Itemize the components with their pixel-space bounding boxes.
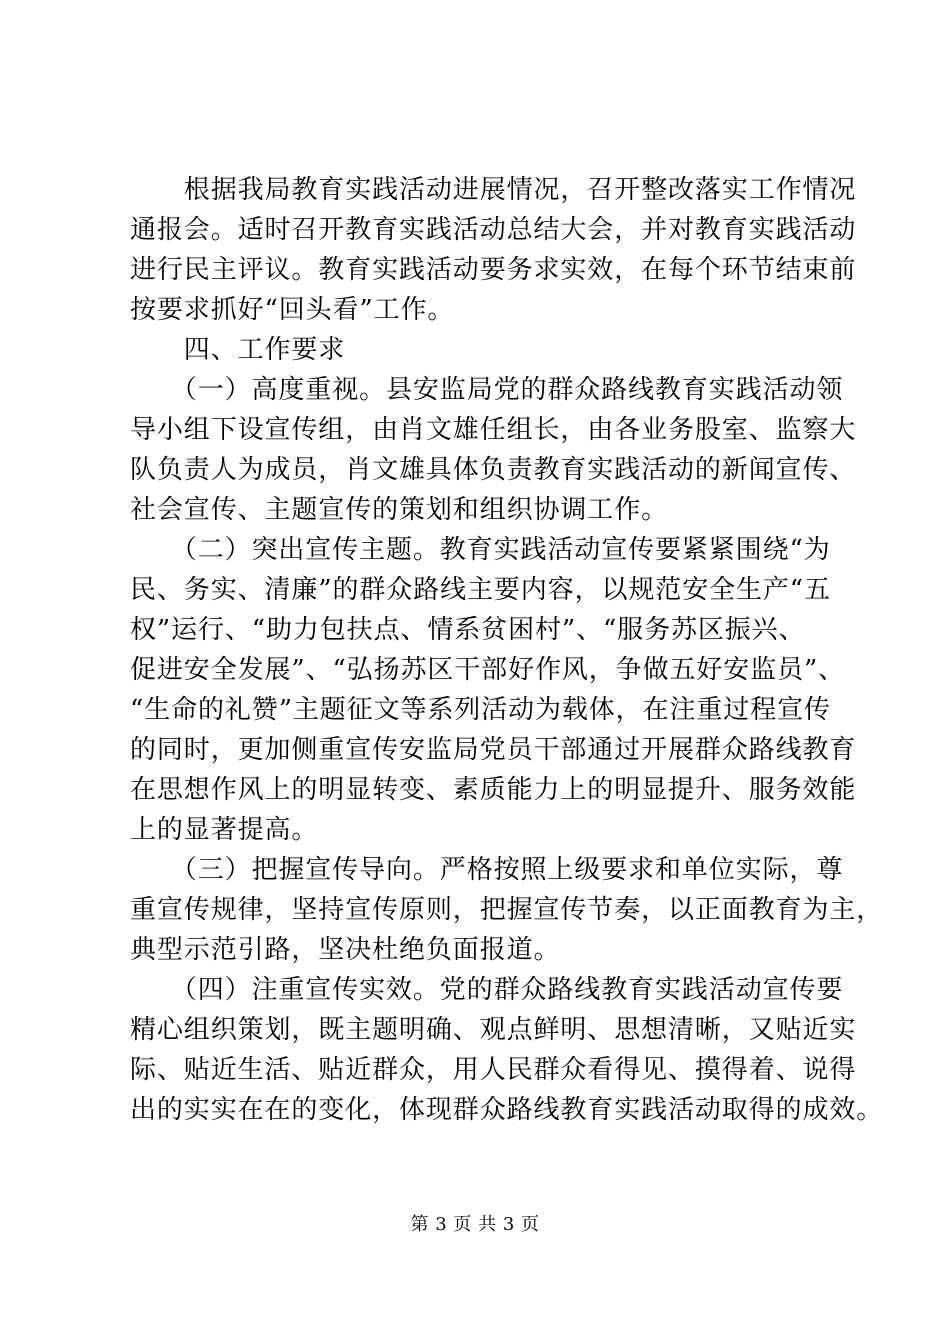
text-line: 出的实实在在的变化，体现群众路线教育实践活动取得的成效。 <box>130 1095 884 1125</box>
text-line: （四）注重宣传实效。党的群众路线教育实践活动宣传要 <box>130 975 844 1005</box>
text-line: 权”运行、“助力包扶点、情系贫困村”、“服务苏区振兴、 <box>130 615 806 645</box>
text-line: 典型示范引路，坚决杜绝负面报道。 <box>130 935 561 965</box>
text-line: 按要求抓好“回头看”工作。 <box>130 295 455 325</box>
text-line: （二）突出宣传主题。教育实践活动宣传要紧紧围绕“为 <box>130 535 831 565</box>
text-line: 民、务实、清廉”的群众路线主要内容，以规范安全生产“五 <box>130 575 831 605</box>
text-line: （三）把握宣传导向。严格按照上级要求和单位实际，尊 <box>130 855 844 885</box>
text-line: 促进安全发展”、“弘扬苏区干部好作风，争做五好安监员”、 <box>130 655 846 685</box>
text-line: 的同时，更加侧重宣传安监局党员干部通过开展群众路线教育 <box>130 735 857 765</box>
text-line: 上的显著提高。 <box>130 815 319 845</box>
text-line: 根据我局教育实践活动进展情况，召开整改落实工作情况 <box>130 175 857 205</box>
text-line: 重宣传规律，坚持宣传原则，把握宣传节奏，以正面教育为主， <box>130 895 884 925</box>
text-line: 在思想作风上的明显转变、素质能力上的明显提升、服务效能 <box>130 775 857 805</box>
text-line: （一）高度重视。县安监局党的群众路线教育实践活动领 <box>130 375 844 405</box>
page-number: 第 3 页 共 3 页 <box>410 1214 540 1235</box>
text-line: 际、贴近生活、贴近群众，用人民群众看得见、摸得着、说得 <box>130 1055 857 1085</box>
text-line: 队负责人为成员，肖文雄具体负责教育实践活动的新闻宣传、 <box>130 455 857 485</box>
text-line: 导小组下设宣传组，由肖文雄任组长，由各业务股室、监察大 <box>130 415 857 445</box>
page-footer <box>0 1213 950 1237</box>
text-line: “生命的礼赞”主题征文等系列活动为载体，在注重过程宣传 <box>130 695 831 725</box>
section-heading: 四、工作要求 <box>130 335 346 365</box>
text-line: 通报会。适时召开教育实践活动总结大会，并对教育实践活动 <box>130 215 857 245</box>
text-line: 进行民主评议。教育实践活动要务求实效，在每个环节结束前 <box>130 255 857 285</box>
document-body <box>130 170 884 1130</box>
text-line: 社会宣传、主题宣传的策划和组织协调工作。 <box>130 495 669 525</box>
text-line: 精心组织策划，既主题明确、观点鲜明、思想清晰，又贴近实 <box>130 1015 857 1045</box>
